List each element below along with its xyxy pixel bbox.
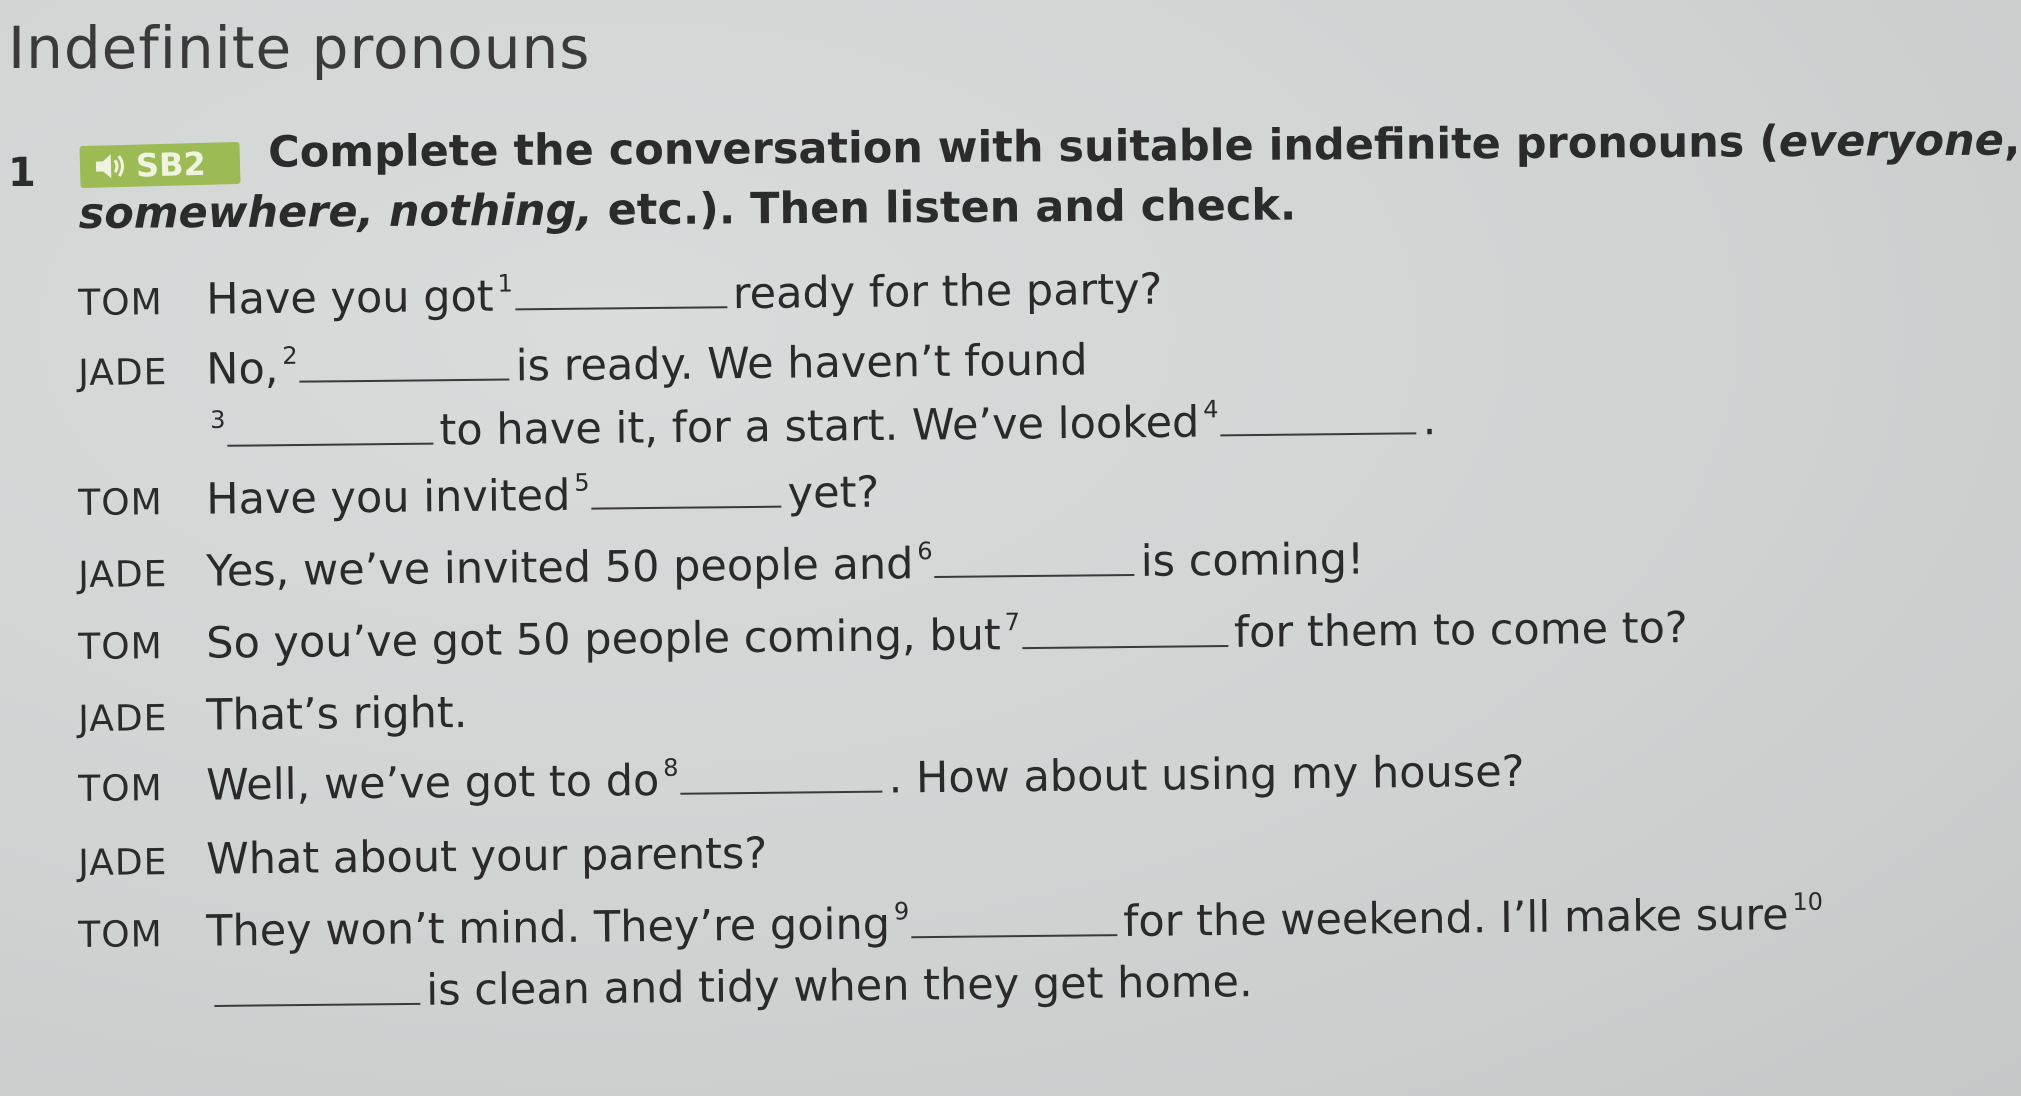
answer-blank[interactable] [1022,611,1228,649]
dialogue-line: TOM So you’ve got 50 people coming, but $^7$ for them to come to? [78,603,1688,669]
dialogue-line: $^3$ to have it, for a start. We’ve looked $^4$ . [209,395,1437,456]
gap-number: 9 [893,896,910,926]
dialogue-line: JADE Yes, we’ve invited 50 people and $^6$ is coming! [78,534,1365,597]
gap-number: 7 [1004,607,1021,636]
answer-blank[interactable] [680,757,882,795]
answer-blank[interactable] [934,540,1134,578]
answer-blank[interactable] [591,472,781,510]
answer-blank[interactable] [515,272,727,310]
gap-number: 4 [1203,395,1219,424]
answer-blank[interactable] [227,409,433,447]
dialogue-line: TOM Have you invited $^5$ yet? [78,467,880,525]
dialogue-line: is clean and tidy when they get home. [212,957,1253,1018]
gap-number: 10 [1792,887,1824,916]
section-heading: Indefinite pronouns [8,14,591,82]
dialogue-line: TOM Well, we’ve got to do $^8$ . How about using my house? [78,746,1525,811]
speaker-label: JADE [78,698,168,740]
speaker-label: JADE [78,352,168,394]
dialogue-line: JADE What about your parents? [78,828,768,885]
answer-blank[interactable] [1220,398,1416,436]
gap-number: 8 [663,753,679,782]
answer-blank[interactable] [214,969,420,1007]
speaker-label: TOM [78,282,163,324]
dialogue-line: JADE No, $^2$ is ready. We haven’t found [78,335,1088,395]
gap-number: 6 [917,536,933,565]
answer-blank[interactable] [911,900,1117,938]
instruction-prefix: Complete the conversation with suitable indefinite pronouns ( [268,117,1780,178]
speaker-label: TOM [78,482,163,524]
gap-number: 5 [574,468,590,497]
instruction-example-1: everyone [1778,115,2005,168]
instruction-example-2: somewhere, nothing, [78,185,593,239]
speaker-label: JADE [78,554,168,596]
dialogue-line: JADE That’s right. [78,687,468,741]
gap-number: 1 [497,269,513,298]
instruction-suffix: etc.). Then listen and check. [592,180,1297,236]
speaker-label: JADE [78,842,168,884]
speaker-label: TOM [78,768,163,810]
dialogue-line: TOM They won’t mind. They’re going $^9$ for the weekend. I’ll make sure $^{10}$ [78,887,1824,957]
gap-number: 3 [209,405,226,434]
gap-number: 2 [282,341,298,370]
answer-blank[interactable] [299,344,509,382]
audio-track-label: SB2 [135,144,207,185]
speaker-label: TOM [78,626,163,668]
exercise-number: 1 [8,150,36,196]
speaker-label: TOM [78,914,163,956]
dialogue-line: TOM Have you got $^1$ ready for the party? [78,264,1163,325]
exercise-instruction: Complete the conversation with suitable indefinite pronouns (everyone, somewhere, nothing, etc.). Then listen and check. [78,115,2021,239]
